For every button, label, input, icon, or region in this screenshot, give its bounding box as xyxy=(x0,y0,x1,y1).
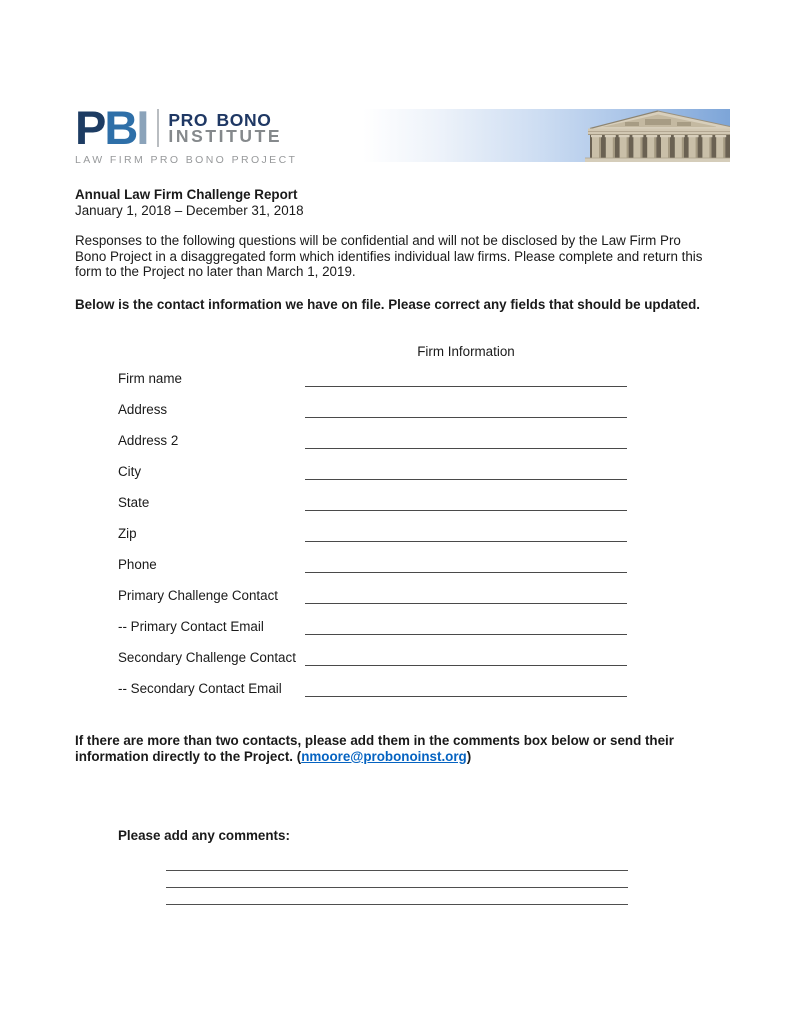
field-label-state: State xyxy=(118,495,150,510)
field-input-address[interactable] xyxy=(305,398,627,418)
more-contacts-note xyxy=(75,733,674,764)
note-text: ) xyxy=(466,748,472,764)
form-field-row xyxy=(118,480,627,511)
field-input-firm-name[interactable] xyxy=(305,367,627,387)
form-field-row xyxy=(118,542,627,573)
form-field-row xyxy=(118,666,627,697)
field-input-zip[interactable] xyxy=(305,522,627,542)
org-name xyxy=(168,112,282,144)
note-line: If there are more than two contacts, please add them in the comments box below or send their xyxy=(75,733,674,748)
field-label-secondary-contact: Secondary Challenge Contact xyxy=(118,650,296,665)
logo-acronym xyxy=(75,101,148,154)
field-label-secondary-contact-email: -- Secondary Contact Email xyxy=(118,681,282,696)
comment-line[interactable] xyxy=(166,888,628,905)
update-instruction: Below is the contact information we have on file. Please correct any fields that should be updated. xyxy=(75,297,701,312)
logo-letter-i: I xyxy=(136,101,148,154)
logo-tagline: LAW FIRM PRO BONO PROJECT xyxy=(75,154,298,166)
field-label-zip: Zip xyxy=(118,526,137,541)
note-line xyxy=(75,749,674,765)
field-label-primary-contact-email: -- Primary Contact Email xyxy=(118,619,264,634)
field-label-city: City xyxy=(118,464,142,479)
form-field-row xyxy=(118,418,627,449)
comments-label: Please add any comments: xyxy=(118,828,290,843)
firm-information-form xyxy=(118,356,627,697)
field-input-phone[interactable] xyxy=(305,553,627,573)
page-title: Annual Law Firm Challenge Report xyxy=(75,187,298,202)
field-label-phone: Phone xyxy=(118,557,157,572)
comment-line[interactable] xyxy=(166,854,628,871)
date-range: January 1, 2018 – December 31, 2018 xyxy=(75,202,304,218)
field-input-secondary-contact[interactable] xyxy=(305,646,627,666)
field-label-primary-contact: Primary Challenge Contact xyxy=(118,588,279,603)
email-link[interactable]: nmoore@probonoinst.org xyxy=(301,748,467,764)
note-text: information directly to the Project. ( xyxy=(75,748,302,764)
form-field-row xyxy=(118,387,627,418)
form-field-row xyxy=(118,511,627,542)
form-field-row xyxy=(118,635,627,666)
form-field-row xyxy=(118,573,627,604)
comment-line[interactable] xyxy=(166,871,628,888)
field-label-address-2: Address 2 xyxy=(118,433,179,448)
field-input-state[interactable] xyxy=(305,491,627,511)
field-input-primary-contact[interactable] xyxy=(305,584,627,604)
intro-line: Bono Project in a disaggregated form which identifies individual law firms. Please complete and return this xyxy=(75,248,703,264)
form-field-row xyxy=(118,356,627,387)
org-name-line1: PRO BONO xyxy=(168,110,272,130)
form-section-title: Firm Information xyxy=(417,344,515,359)
field-label-firm-name: Firm name xyxy=(118,371,182,386)
pbi-logo xyxy=(75,101,298,166)
logo-letter-p: P xyxy=(75,101,105,154)
field-input-primary-contact-email[interactable] xyxy=(305,615,627,635)
logo-divider xyxy=(157,109,159,147)
intro-line: Responses to the following questions will be confidential and will not be disclosed by the Law Firm Pro xyxy=(75,233,681,248)
form-field-row xyxy=(118,604,627,635)
intro-paragraph xyxy=(75,233,702,280)
form-field-row xyxy=(118,449,627,480)
intro-line: form to the Project no later than March 1, 2019. xyxy=(75,264,356,279)
field-label-address: Address xyxy=(118,402,168,417)
courthouse-image xyxy=(585,109,730,162)
field-input-secondary-contact-email[interactable] xyxy=(305,677,627,697)
comments-area xyxy=(166,854,628,905)
field-input-city[interactable] xyxy=(305,460,627,480)
header-banner xyxy=(363,109,730,162)
org-name-line2: INSTITUTE xyxy=(168,126,283,146)
field-input-address-2[interactable] xyxy=(305,429,627,449)
logo-letter-b: B xyxy=(104,101,137,154)
